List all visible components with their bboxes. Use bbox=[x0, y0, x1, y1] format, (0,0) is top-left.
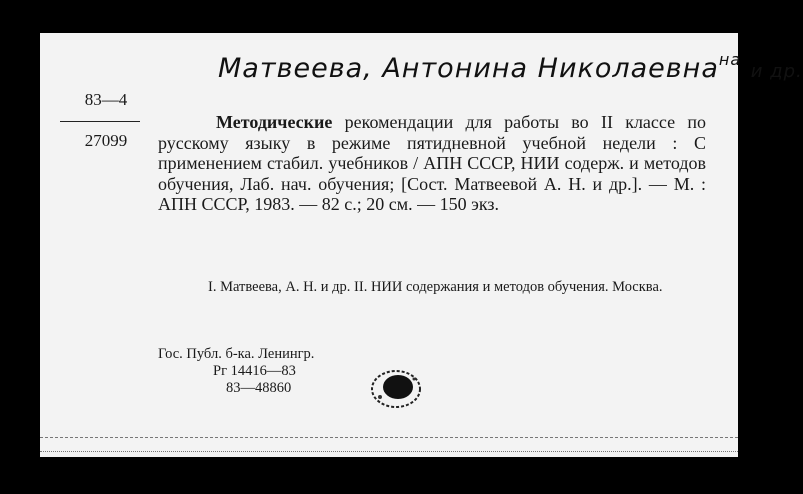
library-stamp-icon bbox=[368, 367, 424, 411]
title-heading: Методические bbox=[216, 112, 333, 132]
bottom-rule bbox=[40, 437, 738, 438]
title-body: рекомендации для работы во II классе по русскому языку в режиме пятидневной учебной недели : С применением стабил. учебников / АПН СССР, НИИ содерж. и методов обучения, Лаб. нач. обучения; [Сост. Матвеевой А. Н. и др.]. — М. : АПН СССР, 1983. — 82 с.; 20 см. — 150 экз. bbox=[158, 112, 707, 214]
handwritten-et-al: и др. bbox=[750, 61, 803, 82]
control-number: Рг 14416—83 bbox=[213, 363, 296, 379]
tracings: I. Матвеева, А. Н. и др. II. НИИ содержания и методов обучения. Москва. bbox=[208, 279, 663, 295]
library-name: Гос. Публ. б-ка. Ленингр. bbox=[158, 346, 315, 362]
handwritten-superscript: на bbox=[718, 50, 742, 69]
call-number: 83—4 bbox=[84, 90, 128, 109]
catalog-card bbox=[40, 33, 803, 457]
bottom-rule-dotted bbox=[40, 451, 738, 452]
handwritten-author-note bbox=[218, 50, 803, 84]
bibliographic-description bbox=[158, 112, 706, 215]
card-number: 83—48860 bbox=[226, 380, 292, 396]
inventory-number: 27099 bbox=[84, 131, 128, 150]
location-block bbox=[158, 346, 314, 397]
call-number-divider bbox=[60, 121, 140, 122]
handwritten-author-name: Матвеева, Антонина Николаевна bbox=[218, 53, 719, 84]
